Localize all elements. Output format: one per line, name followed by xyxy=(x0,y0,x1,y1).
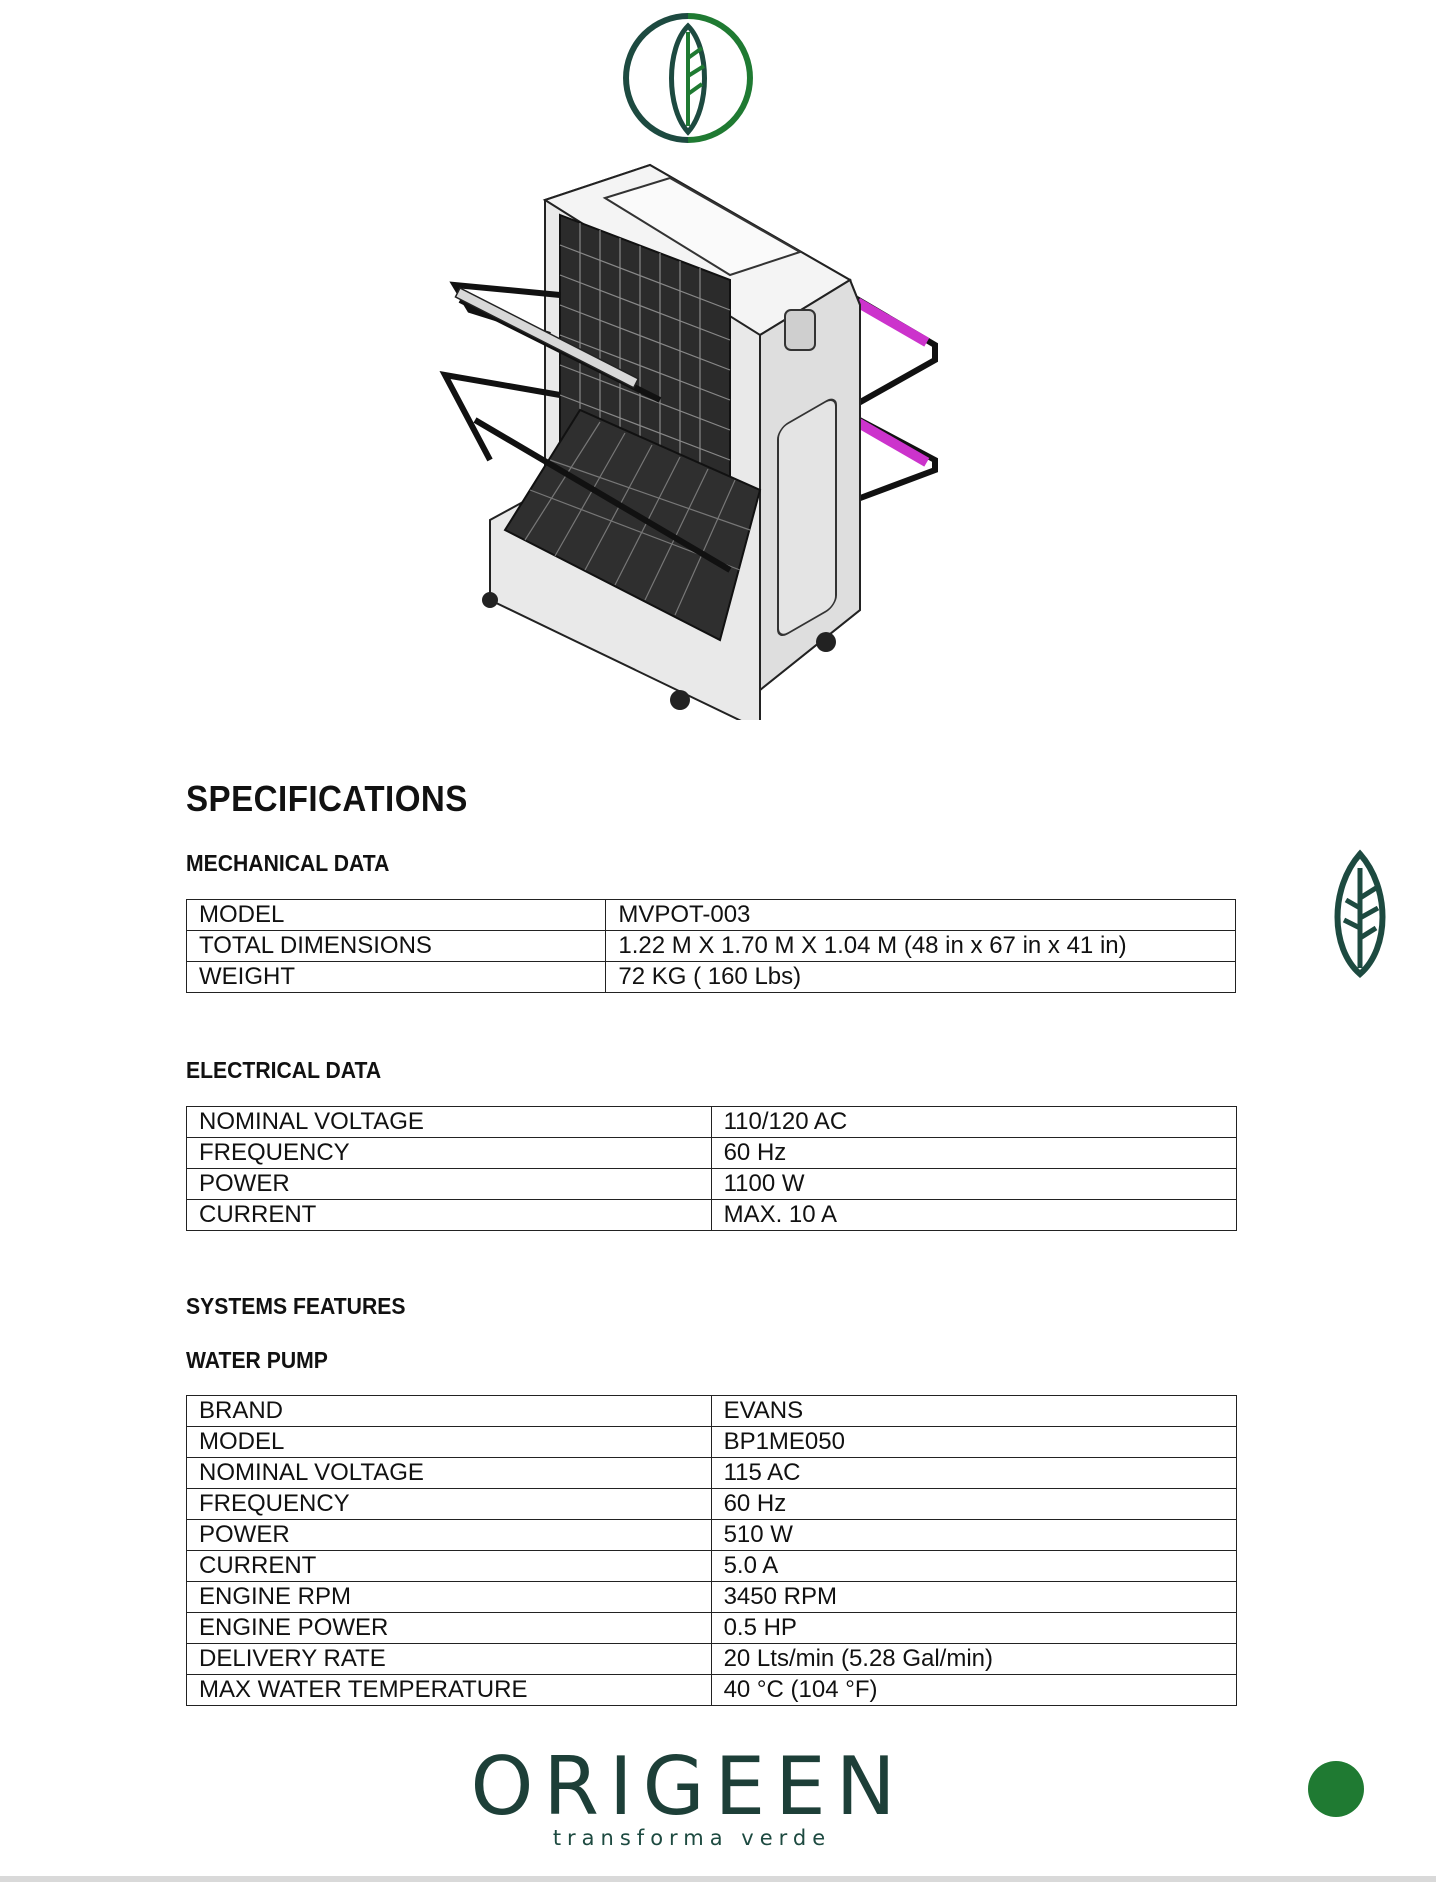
spec-value: MAX. 10 A xyxy=(711,1200,1236,1231)
table-row xyxy=(187,962,1236,993)
table-row xyxy=(187,1644,1237,1675)
spec-label: MODEL xyxy=(187,1427,712,1458)
spec-label: POWER xyxy=(187,1520,712,1551)
green-dot xyxy=(1308,1761,1364,1817)
water-pump-table xyxy=(186,1395,1237,1706)
spec-label: FREQUENCY xyxy=(187,1489,712,1520)
spec-value: 0.5 HP xyxy=(711,1613,1236,1644)
mechanical-data-table xyxy=(186,899,1236,993)
table-row xyxy=(187,900,1236,931)
spec-value: 1100 W xyxy=(711,1169,1236,1200)
spec-label: MAX WATER TEMPERATURE xyxy=(187,1675,712,1706)
table-row xyxy=(187,1396,1237,1427)
table-row xyxy=(187,1427,1237,1458)
spec-label: BRAND xyxy=(187,1396,712,1427)
product-illustration xyxy=(430,160,950,720)
spec-label: DELIVERY RATE xyxy=(187,1644,712,1675)
page-title: SPECIFICATIONS xyxy=(186,778,468,819)
table-row xyxy=(187,1138,1237,1169)
spec-value: 510 W xyxy=(711,1520,1236,1551)
spec-value: 5.0 A xyxy=(711,1551,1236,1582)
spec-value: BP1ME050 xyxy=(711,1427,1236,1458)
spec-value: 40 °C (104 °F) xyxy=(711,1675,1236,1706)
table-row xyxy=(187,1613,1237,1644)
leaf-icon xyxy=(1322,848,1400,980)
spec-label: ENGINE RPM xyxy=(187,1582,712,1613)
spec-value: MVPOT-003 xyxy=(606,900,1236,931)
electrical-data-table xyxy=(186,1106,1237,1231)
spec-label: FREQUENCY xyxy=(187,1138,712,1169)
spec-label: WEIGHT xyxy=(187,962,606,993)
spec-label: TOTAL DIMENSIONS xyxy=(187,931,606,962)
spec-value: 1.22 M X 1.70 M X 1.04 M (48 in x 67 in x 41 in) xyxy=(606,931,1236,962)
spec-label: NOMINAL VOLTAGE xyxy=(187,1458,712,1489)
spec-value: 20 Lts/min (5.28 Gal/min) xyxy=(711,1644,1236,1675)
spec-label: ENGINE POWER xyxy=(187,1613,712,1644)
brand-wordmark: ORIGEEN xyxy=(470,1740,906,1833)
leaf-circle-logo-icon xyxy=(618,8,758,148)
table-row xyxy=(187,1520,1237,1551)
table-row xyxy=(187,1169,1237,1200)
table-row xyxy=(187,1107,1237,1138)
systems-features-heading: SYSTEMS FEATURES xyxy=(186,1293,406,1319)
spec-label: NOMINAL VOLTAGE xyxy=(187,1107,712,1138)
table-row xyxy=(187,1675,1237,1706)
table-row xyxy=(187,1458,1237,1489)
brand-tagline: transforma verde xyxy=(552,1826,832,1850)
right-rack-upper xyxy=(850,295,935,405)
spec-label: CURRENT xyxy=(187,1551,712,1582)
spec-value: 115 AC xyxy=(711,1458,1236,1489)
spec-label: CURRENT xyxy=(187,1200,712,1231)
spec-value: EVANS xyxy=(711,1396,1236,1427)
spec-label: POWER xyxy=(187,1169,712,1200)
spec-value: 110/120 AC xyxy=(711,1107,1236,1138)
spec-value: 3450 RPM xyxy=(711,1582,1236,1613)
table-row xyxy=(187,1200,1237,1231)
spec-label: MODEL xyxy=(187,900,606,931)
spec-value: 60 Hz xyxy=(711,1138,1236,1169)
table-row xyxy=(187,1582,1237,1613)
water-pump-heading: WATER PUMP xyxy=(186,1347,328,1373)
electrical-data-heading: ELECTRICAL DATA xyxy=(186,1057,382,1083)
mechanical-data-heading: MECHANICAL DATA xyxy=(186,850,390,876)
spec-value: 72 KG ( 160 Lbs) xyxy=(606,962,1236,993)
table-row xyxy=(187,1489,1237,1520)
table-row xyxy=(187,931,1236,962)
table-row xyxy=(187,1551,1237,1582)
page-bottom-edge xyxy=(0,1876,1436,1882)
spec-value: 60 Hz xyxy=(711,1489,1236,1520)
